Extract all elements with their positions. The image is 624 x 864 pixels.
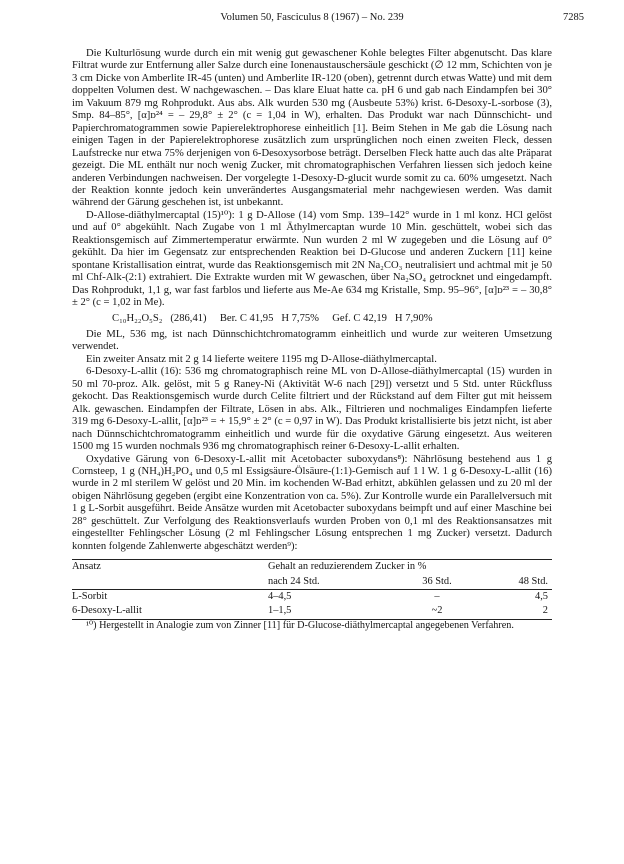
elemental-analysis: [72, 313, 552, 325]
cell-24: 4–4,5: [268, 591, 292, 603]
footnote: ¹⁰) Hergestellt in Analogie zum von Zinner [11] für D-Glucose-diäthylmercaptal angegebenen Verfahren.: [86, 619, 514, 631]
paragraph-ml: Die ML, 536 mg, ist nach Dünnschichtchromatogramm einheitlich und wurde zur weiteren Umsetzung verwendet.: [72, 328, 552, 353]
table-row: [72, 590, 552, 604]
running-title: Volumen 50, Fasciculus 8 (1967) – No. 239: [220, 12, 404, 23]
cell-36: ~2: [431, 605, 443, 617]
cell-36: –: [434, 591, 440, 603]
paragraph-oxydative-gaerung: Oxydative Gärung von 6-Desoxy-L-allit mit Acetobacter suboxydans⁸): Nährlösung bestehend aus 1 g Cornsteep, 1 g (NH₄)H₂PO₄ und 0,5 ml Essigsäure-Ölsäure-(1:1)-Gemisch auf 1 l W. 1 g 6-Desoxy-L-allit (16) wurde in 2 ml sterilem W gelöst und 20 Min. im kochenden W-Bad erhitzt, abkühlen gelassen und zu 20 ml der obigen Nährlösung gegeben (ergibt eine Konzentration von ca. 5%). Zur Kontrolle wurde ein Parallelversuch mit 1 g L-Sorbit ausgeführt. Beide Ansätze wurden mit Acetobacter suboxydans beimpft und auf einer Maschine bei 28° geschüttelt. Zur Verfolgung des Reaktionsverlaufs wurden Proben von 0,1 ml des Reaktionsansatzes mit eingestellter Fehlingscher Lösung (2 ml Fehlingscher Lösung entsprechen 1 mg Zucker) versetzt. Dadurch konnten folgende Zahlenwerte abgeschätzt werden⁹):: [72, 453, 552, 552]
cell-ansatz: L-Sorbit: [72, 591, 108, 603]
cell-ansatz: 6-Desoxy-L-allit: [72, 605, 142, 617]
table-row: [72, 604, 552, 619]
cell-24: 1–1,5: [268, 605, 292, 617]
results-table: [72, 559, 552, 620]
article-body: [72, 48, 552, 632]
results-table-wrap: [72, 559, 552, 620]
formula-mw: (286,41): [170, 312, 207, 324]
col-header-36: 36 Std.: [422, 575, 452, 587]
cell-48: 4,5: [535, 591, 548, 603]
col-header-ansatz: Ansatz: [72, 561, 101, 573]
page-number: 7285: [563, 12, 584, 23]
paragraph-second-batch: Ein zweiter Ansatz mit 2 g 14 lieferte weitere 1195 mg D-Allose-diäthylmercaptal.: [86, 353, 437, 365]
cell-48: 2: [542, 605, 548, 617]
col-header-group: Gehalt an reduzierendem Zucker in %: [268, 561, 427, 573]
formula-calc: Ber. C 41,95 H 7,75%: [219, 312, 319, 324]
paragraph-desoxy-allit: 6-Desoxy-L-allit (16): 536 mg chromatographisch reine ML von D-Allose-diäthylmercaptal (15) wurden in 50 ml 70-proz. Alk. gelöst, mit 5 g Raney-Ni (Aktivität W-6 nach [29]) versetzt und 5 Std. unter Rückfluss gekocht. Das Reaktionsgemisch wurde durch Celite filtriert und der Rückstand auf dem Filter gut mit heissem Alk. gewaschen. Eindampfen der Filtrate, Lösen in abs. Alk., Filtrieren und nochmaliges Eindampfen lieferte 319 mg 6-Desoxy-L-allit, [α]ᴅ²³ = + 15,9° ± 2° (c = 0,97 in W). Das Produkt kristallisierte bis jetzt nicht, ist aber nach Dünnschichtchromatogramm einheitlich und wurde für die oxydative Gärung eingesetzt. Aus weiteren 1500 mg 15 wurden nochmals 936 mg chromatographisch reiner 6-Desoxy-L-allit erhalten.: [72, 366, 552, 453]
formula-compound: C₁₀H₂₂O₅S₂: [112, 312, 163, 324]
formula-found: Gef. C 42,19 H 7,90%: [332, 312, 433, 324]
col-header-48: 48 Std.: [518, 575, 548, 587]
col-header-24: nach 24 Std.: [268, 575, 320, 587]
table-header-row: [72, 560, 552, 574]
table-subheader-row: [72, 575, 552, 590]
paragraph-kulturloesung: Die Kulturlösung wurde durch ein mit wenig gut gewaschener Kohle belegtes Filter abgenutscht. Das klare Filtrat wurde zur Entfernung aller Salze durch eine Ionenaustauschersäule geschickt (∅ 12 mm, Schichten von je 3 cm Dicke von Amberlite IR-45 (unten) und Amberlite IR-120 (oben), getrennt durch etwas Watte) und mit dem doppelten Volumen dest. W nachgewaschen. – Das klare Eluat hatte ca. pH 6 und gab nach Eindampfen bei 30° im Vakuum 879 mg Rohprodukt. Aus abs. Alk wurden 530 mg (Ausbeute 53%) krist. 6-Desoxy-L-sorbose (3), Smp. 84–85°, [α]ᴅ²⁴ = – 29,8° ± 2° (c = 1,04 in W), erhalten. Das Produkt war nach Dünnschicht- und Papierchromatogrammen sowie Papierelektrophorese einheitlich [1]. Beim Stehen in Me gab die Lösung nach einigen Tagen in der Papierelektrophorese zusätzlich zum ursprünglichen noch einen zweiten Fleck, dessen Laufstrecke nur etwa 75% derjenigen von 6-Desoxysorbose beträgt. Derselben Fleck hatte auch das alte Präparat gezeigt. Die ML enthält nur noch wenig Zucker, mit chromatographischen Verfahren liessen sich jedoch keine anderen Verbindungen nachweisen. Der vorgelegte 1-Desoxy-D-glucit wurde somit zu ca. 60% umgesetzt. Nach der Reaktion konnte jedoch kein unverändertes Ausgangsmaterial mehr nachgewiesen werden. Was damit während der Gärung geschehen ist, ist unbekannt.: [72, 48, 552, 209]
page-header: [40, 12, 584, 26]
paragraph-allose-mercaptal: D-Allose-diäthylmercaptal (15)¹⁰): 1 g D-Allose (14) vom Smp. 139–142° wurde in 1 ml konz. HCl gelöst und auf 0° abgekühlt. Nach Zugabe von 1 ml Äthylmercaptan wurde 10 Min. geschüttelt, wobei sich das Reaktionsgemisch auf Zimmertemperatur erwärmte. Nun wurden 2 ml W zugegeben und die Lösung auf 0° gekühlt. Da hier im Gegensatz zur entsprechenden Reaktion bei D-Glucose und anderen Zuckern [11] keine spontane Kristallisation eintrat, wurde das Reaktionsgemisch mit 2N Na₂CO₃ neutralisiert und achtmal mit je 50 ml Chf-Alk-(2:1) extrahiert. Die Extrakte wurden mit W gewaschen, über Na₂SO₄ getrocknet und eingedampft. Das Rohprodukt, 1,1 g, war fast farblos und lieferte aus Me-Ae 634 mg Kristalle, Smp. 95–96°, [α]ᴅ²³ = – 30,8° ± 2° (c = 1,02 in Me).: [72, 209, 552, 309]
